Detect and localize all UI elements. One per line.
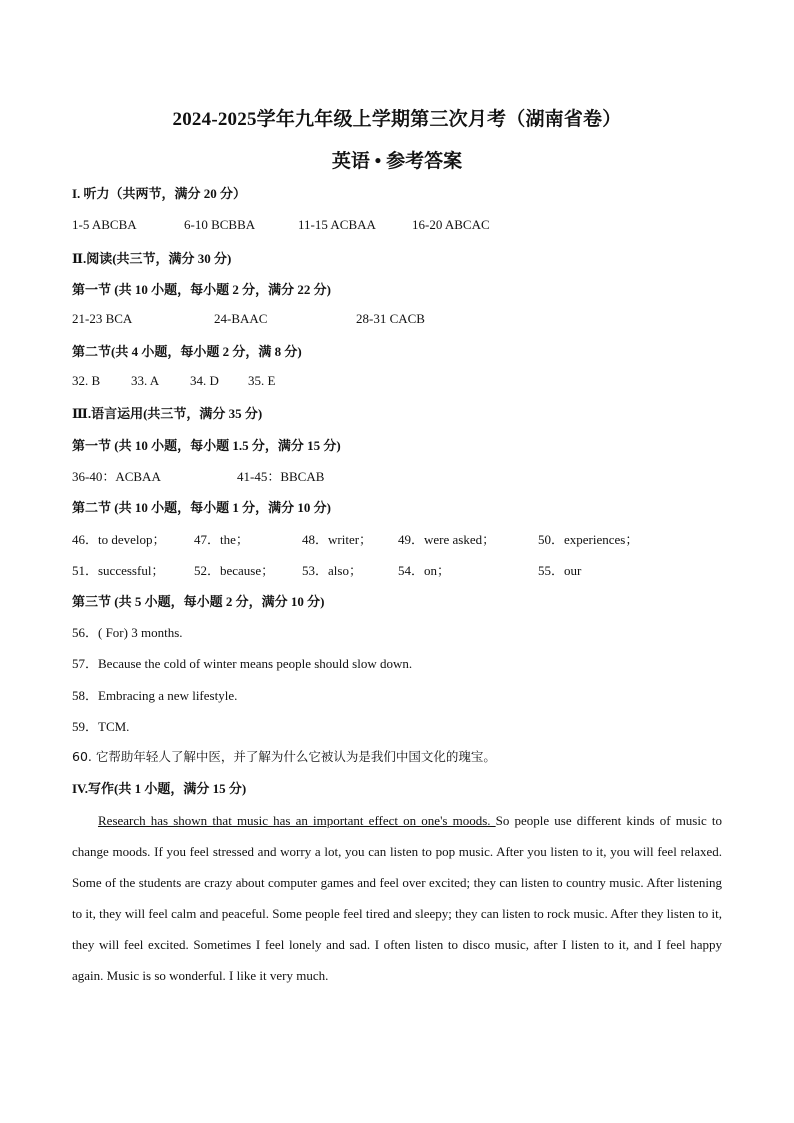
reading-answer: 28-31 CACB [356,311,425,326]
blank-answer: 55．our [538,563,582,578]
language-answer: 36-40：ACBAA [72,469,161,484]
reading-answer: 34. D [190,373,219,388]
essay-body: So people use different kinds of music to change moods. If you feel stressed and worry a lot, you can listen to pop music. After you listen to it, you will feel relaxed. Some of the students are crazy about computer games and feel over excited; they can listen to country music. After listening to it, they will feel calm and peaceful. Some people feel tired and sleepy; they can listen to rock music. After they listen to it, they will feel excited. Sometimes I feel lonely and sad. I often listen to disco music, after I listen to it, and I feel happy again. Music is so wonderful. I like it very much. [72,813,722,983]
language-part3-heading: 第三节 (共 5 小题，每小题 2 分，满分 10 分) [72,594,325,609]
reading-answer: 21-23 BCA [72,311,133,326]
listening-heading: I. 听力（共两节，满分 20 分） [72,186,247,201]
listening-answer: 16-20 ABCAC [412,217,490,232]
blank-answer: 53．also； [302,563,362,578]
reading-answer: 33. A [131,373,160,388]
listening-answer: 11-15 ACBAA [298,217,376,232]
blank-answer: 50．experiences； [538,532,639,547]
listening-answer: 6-10 BCBBA [184,217,256,232]
reading-response: 57．Because the cold of winter means people should slow down. [72,656,413,671]
language-answer: 41-45：BBCAB [237,469,325,484]
blank-answer: 52．because； [194,563,275,578]
language-part2-heading: 第二节 (共 10 小题，每小题 1 分，满分 10 分) [72,500,331,515]
reading-answer: 32. B [72,373,101,388]
page-subtitle: 英语 • 参考答案 [331,151,463,172]
reading-part1-heading: 第一节 (共 10 小题，每小题 2 分，满分 22 分) [72,282,331,297]
reading-answer: 35. E [248,373,276,388]
blank-answer: 49．were asked； [398,532,496,547]
writing-heading: IV.写作(共 1 小题，满分 15 分) [72,781,247,796]
listening-answer: 1-5 ABCBA [72,217,137,232]
reading-response: 60. 它帮助年轻人了解中医，并了解为什么它被认为是我们中国文化的瑰宝。 [72,749,496,764]
writing-sample-essay [72,805,722,991]
page-title: 2024-2025学年九年级上学期第三次月考（湖南省卷） [172,109,622,130]
blank-answer: 46．to develop； [72,532,166,547]
blank-answer: 47．the； [194,532,249,547]
reading-response: 56．( For) 3 months. [72,625,183,640]
blank-answer: 51．successful； [72,563,165,578]
reading-response: 58．Embracing a new lifestyle. [72,688,238,703]
blank-answer: 54．on； [398,563,451,578]
essay-opening-sentence: Research has shown that music has an important effect on one's moods. [98,813,496,828]
reading-answer: 24-BAAC [214,311,268,326]
reading-response: 59．TCM. [72,719,130,734]
reading-heading: Ⅱ.阅读(共三节，满分 30 分) [72,251,232,266]
blank-answer: 48．writer； [302,532,373,547]
language-part1-heading: 第一节 (共 10 小题，每小题 1.5 分，满分 15 分) [72,438,341,453]
reading-part2-heading: 第二节(共 4 小题，每小题 2 分，满 8 分) [72,344,302,359]
language-heading: Ⅲ.语言运用(共三节，满分 35 分) [72,406,263,421]
